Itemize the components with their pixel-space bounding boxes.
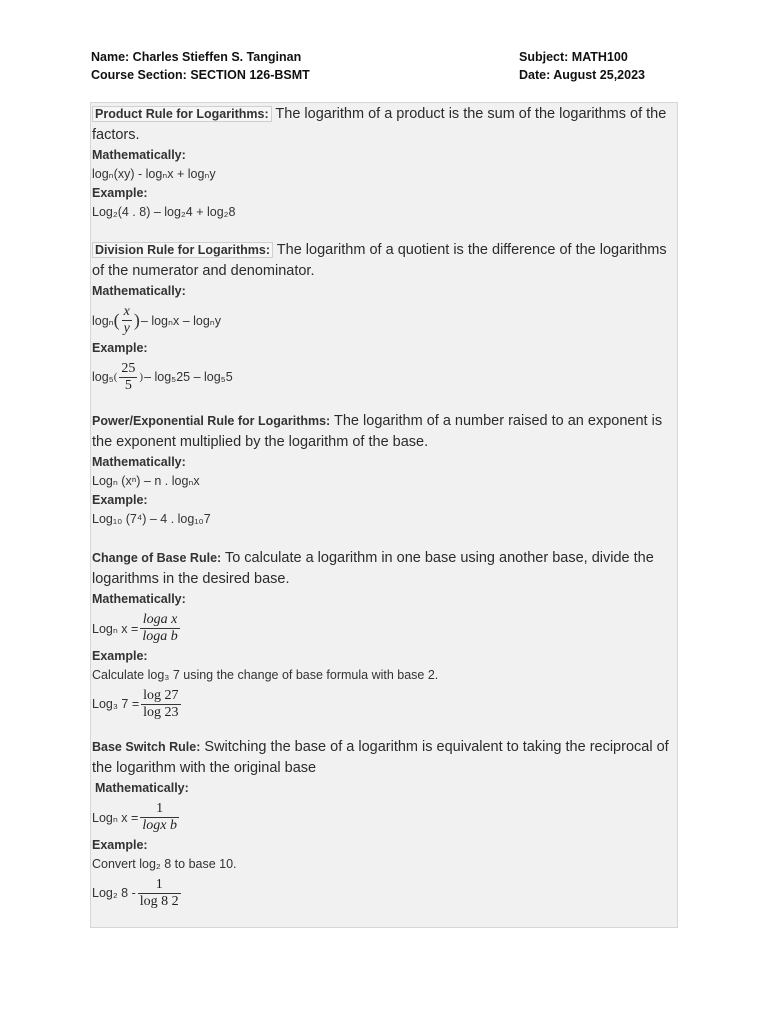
division-example-fraction [119,361,137,394]
product-example: Log₂(4 . 8) – log₂4 + log₂8 [92,205,236,219]
division-rule-paragraph [91,240,679,282]
product-rule-desc: The logarithm of a product is the sum of the logarithms of the factors. [92,106,667,143]
change-base-paragraph [91,548,679,590]
division-formula-fraction [122,304,132,337]
power-rule-paragraph [91,411,679,453]
fraction-denominator: logx b [142,817,177,833]
change-example [91,685,679,723]
division-math-label: Mathematically: [92,284,186,298]
product-rule-section [91,104,679,222]
switch-formula-prefix: Logₙ x = [92,810,139,825]
change-example-text: Calculate log₃ 7 using the change of base formula with base 2. [92,668,439,682]
power-rule-section [91,411,679,529]
division-formula-prefix: logₙ [92,313,114,328]
base-switch-desc: Switching the base of a logarithm is equivalent to taking the reciprocal of the logarithm with the original base [92,739,669,776]
date: Date: August 25,2023 [519,68,645,82]
change-base-title: Change of Base Rule: [92,551,222,565]
division-formula [91,301,679,339]
change-base-desc: To calculate a logarithm in one base using another base, divide the logarithms in the desired base. [92,550,654,587]
change-example-fraction [141,688,180,721]
base-switch-paragraph [91,737,679,779]
division-rule-title: Division Rule for Logarithms: [92,242,273,258]
product-math-label: Mathematically: [92,148,186,162]
fraction-denominator: y [123,320,130,336]
division-example-label: Example: [92,341,148,355]
open-paren: ( [113,309,120,330]
fraction-denominator: loga b [142,628,178,644]
course-section: Course Section: SECTION 126-BSMT [91,68,310,82]
base-switch-title: Base Switch Rule: [92,740,201,754]
switch-example-fraction [138,877,181,910]
header-left [91,48,310,84]
header-right [519,48,645,84]
change-formula-fraction [140,612,179,645]
division-rule-section [91,240,679,396]
change-example-prefix: Log₃ 7 = [92,697,140,711]
student-name: Name: Charles Stieffen S. Tanginan [91,50,302,64]
change-math-label: Mathematically: [92,592,186,606]
division-rule-desc: The logarithm of a quotient is the difference of the logarithms of the numerator and denominator. [92,242,667,279]
power-example-label: Example: [92,493,148,507]
switch-example-text: Convert log₂ 8 to base 10. [92,857,237,871]
switch-formula-fraction [140,801,179,834]
content-box [90,102,678,928]
fraction-numerator: 25 [121,360,136,376]
power-math-label: Mathematically: [92,455,186,469]
fraction-numerator: log 27 [143,687,179,703]
power-rule-desc: The logarithm of a number raised to an exponent is the exponent multiplied by the logarithm of the base. [92,413,663,450]
change-base-section [91,548,679,723]
fraction-numerator: 1 [140,801,179,818]
division-example-suffix: – log₅25 – log₅5 [144,370,233,384]
power-formula: Logₙ (xⁿ) – n . logₙx [92,474,200,488]
fraction-denominator: log 23 [143,704,179,720]
product-formula: logₙ(xy) - logₙx + logₙy [92,167,216,181]
division-example [91,358,679,396]
base-switch-section [91,737,679,912]
fraction-denominator: log 8 2 [139,893,179,909]
switch-example-prefix: Log₂ 8 - [92,886,136,900]
switch-formula [91,798,679,836]
switch-example-label: Example: [92,838,148,852]
fraction-numerator: x [123,303,130,319]
change-example-label: Example: [92,649,148,663]
fraction-denominator: 5 [124,377,132,393]
change-formula-prefix: Logₙ x = [92,621,139,636]
division-example-prefix: log₅ [92,370,114,384]
power-example: Log₁₀ (7⁴) – 4 . log₁₀7 [92,512,211,526]
fraction-numerator: 1 [138,877,181,894]
product-rule-paragraph [91,104,679,146]
open-paren: ( [113,371,118,383]
fraction-numerator: loga x [140,612,179,629]
division-formula-suffix: – logₙx – logₙy [140,313,222,328]
change-formula [91,609,679,647]
close-paren: ) [139,371,144,383]
switch-example [91,874,679,912]
close-paren: ) [133,309,140,330]
subject: Subject: MATH100 [519,50,628,64]
switch-math-label: Mathematically: [95,781,189,795]
power-rule-title: Power/Exponential Rule for Logarithms: [92,414,331,428]
product-rule-title: Product Rule for Logarithms: [92,106,272,122]
product-example-label: Example: [92,186,148,200]
